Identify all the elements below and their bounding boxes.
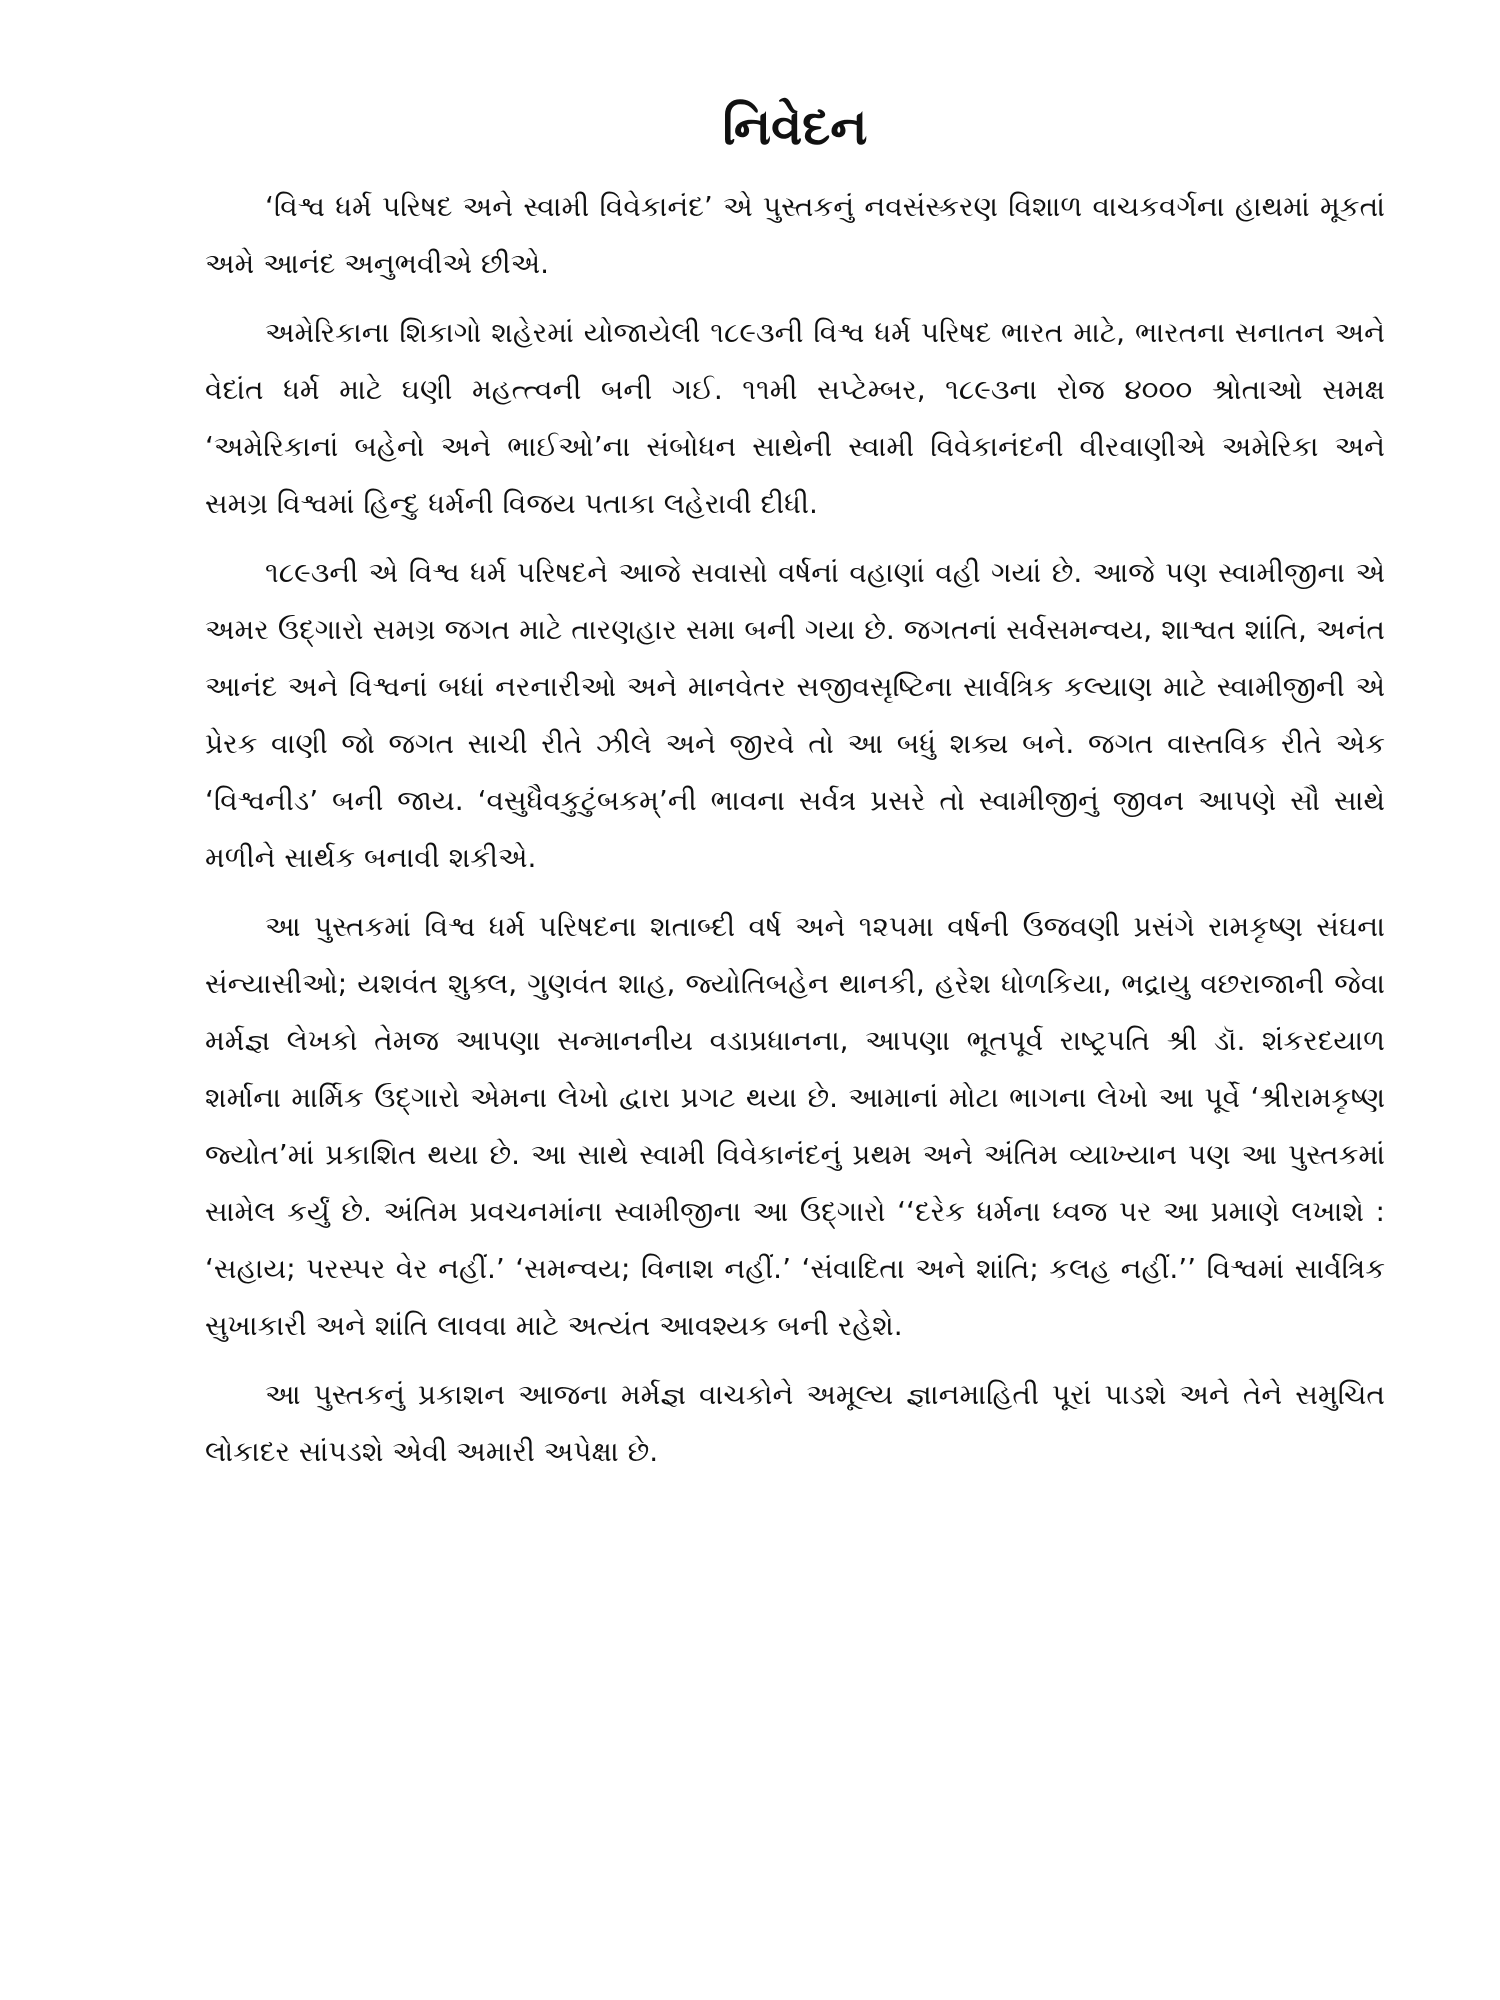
page-title: નિવેદન bbox=[722, 98, 868, 156]
paragraph-intro: ‘વિશ્વ ધર્મ પરિષદ અને સ્વામી વિવેકાનંદ’ એ પુસ્તકનું નવસંસ્કરણ વિશાળ વાચકવર્ગના હાથમાં મૂકતાં અમે આનંદ અનુભવીએ છીએ. bbox=[205, 190, 1385, 280]
paragraph-chicago-parliament: અમેરિકાના શિકાગો શહેરમાં યોજાયેલી ૧૮૯૩ની વિશ્વ ધર્મ પરિષદ ભારત માટે, ભારતના સનાતન અને વેદાંત ધર્મ માટે ઘણી મહત્ત્વની બની ગઈ. ૧૧મી સપ્ટેમ્બર, ૧૮૯૩ના રોજ ૪૦૦૦ શ્રોતાઓ સમક્ષ ‘અમેરિકાનાં બહેનો અને ભાઈઓ’ના સંબોધન સાથેની સ્વામી વિવેકાનંદની વીરવાણીએ અમેરિકા અને સમગ્ર વિશ્વમાં હિન્દુ ધર્મની વિજય પતાકા લહેરાવી દીધી. bbox=[205, 316, 1385, 520]
paragraph-legacy: ૧૮૯૩ની એ વિશ્વ ધર્મ પરિષદને આજે સવાસો વર્ષનાં વહાણાં વહી ગયાં છે. આજે પણ સ્વામીજીના એ અમર ઉદ્‌ગારો સમગ્ર જગત માટે તારણહાર સમા બની ગયા છે. જગતનાં સર્વસમન્વય, શાશ્વત શાંતિ, અનંત આનંદ અને વિશ્વનાં બધાં નરનારીઓ અને માનવેતર સજીવસૃષ્ટિના સાર્વત્રિક કલ્યાણ માટે સ્વામીજીની એ પ્રેરક વાણી જો જગત સાચી રીતે ઝીલે અને જીરવે તો આ બધું શક્ય બને. જગત વાસ્તવિક રીતે એક ‘વિશ્વનીડ’ બની જાય. ‘વસુધૈવકુટુંબકમ્’ની ભાવના સર્વત્ર પ્રસરે તો સ્વામીજીનું જીવન આપણે સૌ સાથે મળીને સાર્થક બનાવી શકીએ. bbox=[205, 556, 1385, 874]
paragraph-closing: આ પુસ્તકનું પ્રકાશન આજના મર્મજ્ઞ વાચકોને અમૂલ્ય જ્ઞાનમાહિતી પૂરાં પાડશે અને તેને સમુચિત લોકાદર સાંપડશે એવી અમારી અપેક્ષા છે. bbox=[205, 1378, 1385, 1468]
document-page bbox=[205, 95, 1385, 1492]
paragraph-contents: આ પુસ્તકમાં વિશ્વ ધર્મ પરિષદના શતાબ્દી વર્ષ અને ૧૨૫મા વર્ષની ઉજવણી પ્રસંગે રામકૃષ્ણ સંઘના સંન્યાસીઓ; યશવંત શુક્લ, ગુણવંત શાહ, જ્યોતિબહેન થાનકી, હરેશ ધોળકિયા, ભદ્રાયુ વછરાજાની જેવા મર્મજ્ઞ લેખકો તેમજ આપણા સન્માનનીય વડાપ્રધાનના, આપણા ભૂતપૂર્વ રાષ્ટ્રપતિ શ્રી ડૉ. શંકરદયાળ શર્માના માર્મિક ઉદ્‌ગારો એમના લેખો દ્વારા પ્રગટ થયા છે. આમાનાં મોટા ભાગના લેખો આ પૂર્વે ‘શ્રીરામકૃષ્ણ જ્યોત’માં પ્રકાશિત થયા છે. આ સાથે સ્વામી વિવેકાનંદનું પ્રથમ અને અંતિમ વ્યાખ્યાન પણ આ પુસ્તકમાં સામેલ કર્યું છે. અંતિમ પ્રવચનમાંના સ્વામીજીના આ ઉદ્‌ગારો ‘‘દરેક ધર્મના ધ્વજ પર આ પ્રમાણે લખાશે : ‘સહાય; પરસ્પર વેર નહીં.’ ‘સમન્વય; વિનાશ નહીં.’ ‘સંવાદિતા અને શાંતિ; કલહ નહીં.’’ વિશ્વમાં સાર્વત્રિક સુખાકારી અને શાંતિ લાવવા માટે અત્યંત આવશ્યક બની રહેશે. bbox=[205, 910, 1385, 1342]
